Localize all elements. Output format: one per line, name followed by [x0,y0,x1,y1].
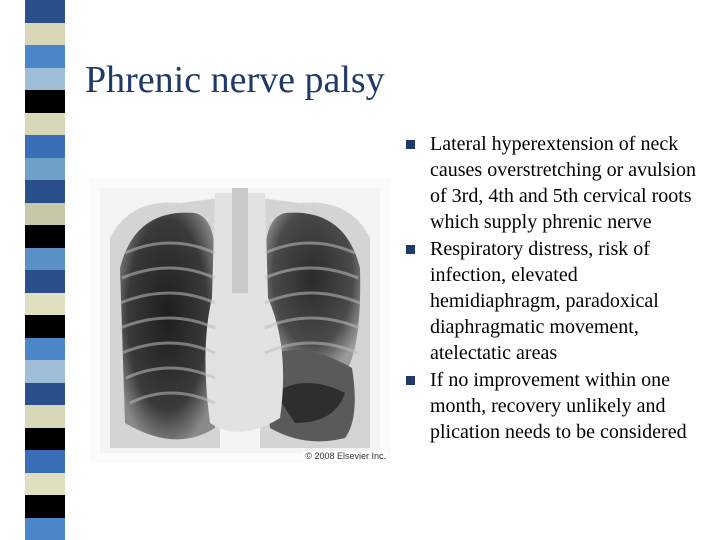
bullet-text: Lateral hyperextension of neck causes overstretching or avulsion of 3rd, 4th and 5th cervical roots which supply phrenic nerve [430,133,697,233]
strip-block [25,270,65,293]
square-bullet-icon [406,140,415,149]
bullet-item [404,130,704,235]
bullet-item [404,235,704,366]
strip-block [25,45,65,68]
strip-block [25,135,65,158]
square-bullet-icon [406,376,415,385]
strip-block [25,360,65,383]
square-bullet-icon [406,245,415,254]
strip-block [25,0,65,23]
bullet-text: If no improvement within one month, recovery unlikely and plication needs to be considered [430,369,687,443]
decorative-color-strip [25,0,65,540]
image-copyright: © 2008 Elsevier Inc. [305,451,386,461]
chest-xray-image [90,178,390,463]
strip-block [25,383,65,406]
strip-block [25,248,65,271]
strip-block [25,158,65,181]
strip-block [25,180,65,203]
strip-block [25,203,65,226]
strip-block [25,293,65,316]
bullet-item [404,366,704,445]
strip-block [25,338,65,361]
strip-block [25,518,65,540]
strip-block [25,473,65,496]
strip-block [25,225,65,248]
strip-block [25,495,65,518]
strip-block [25,23,65,46]
xray-graphic [90,178,390,463]
strip-block [25,450,65,473]
strip-block [25,405,65,428]
strip-block [25,315,65,338]
strip-block [25,90,65,113]
slide-title: Phrenic nerve palsy [85,59,385,101]
strip-block [25,428,65,451]
bullet-text: Respiratory distress, risk of infection, elevated hemidiaphragm, paradoxical diaphragmatic movement, atelectatic areas [430,238,659,364]
bullet-list [404,130,704,445]
strip-block [25,113,65,136]
strip-block [25,68,65,91]
